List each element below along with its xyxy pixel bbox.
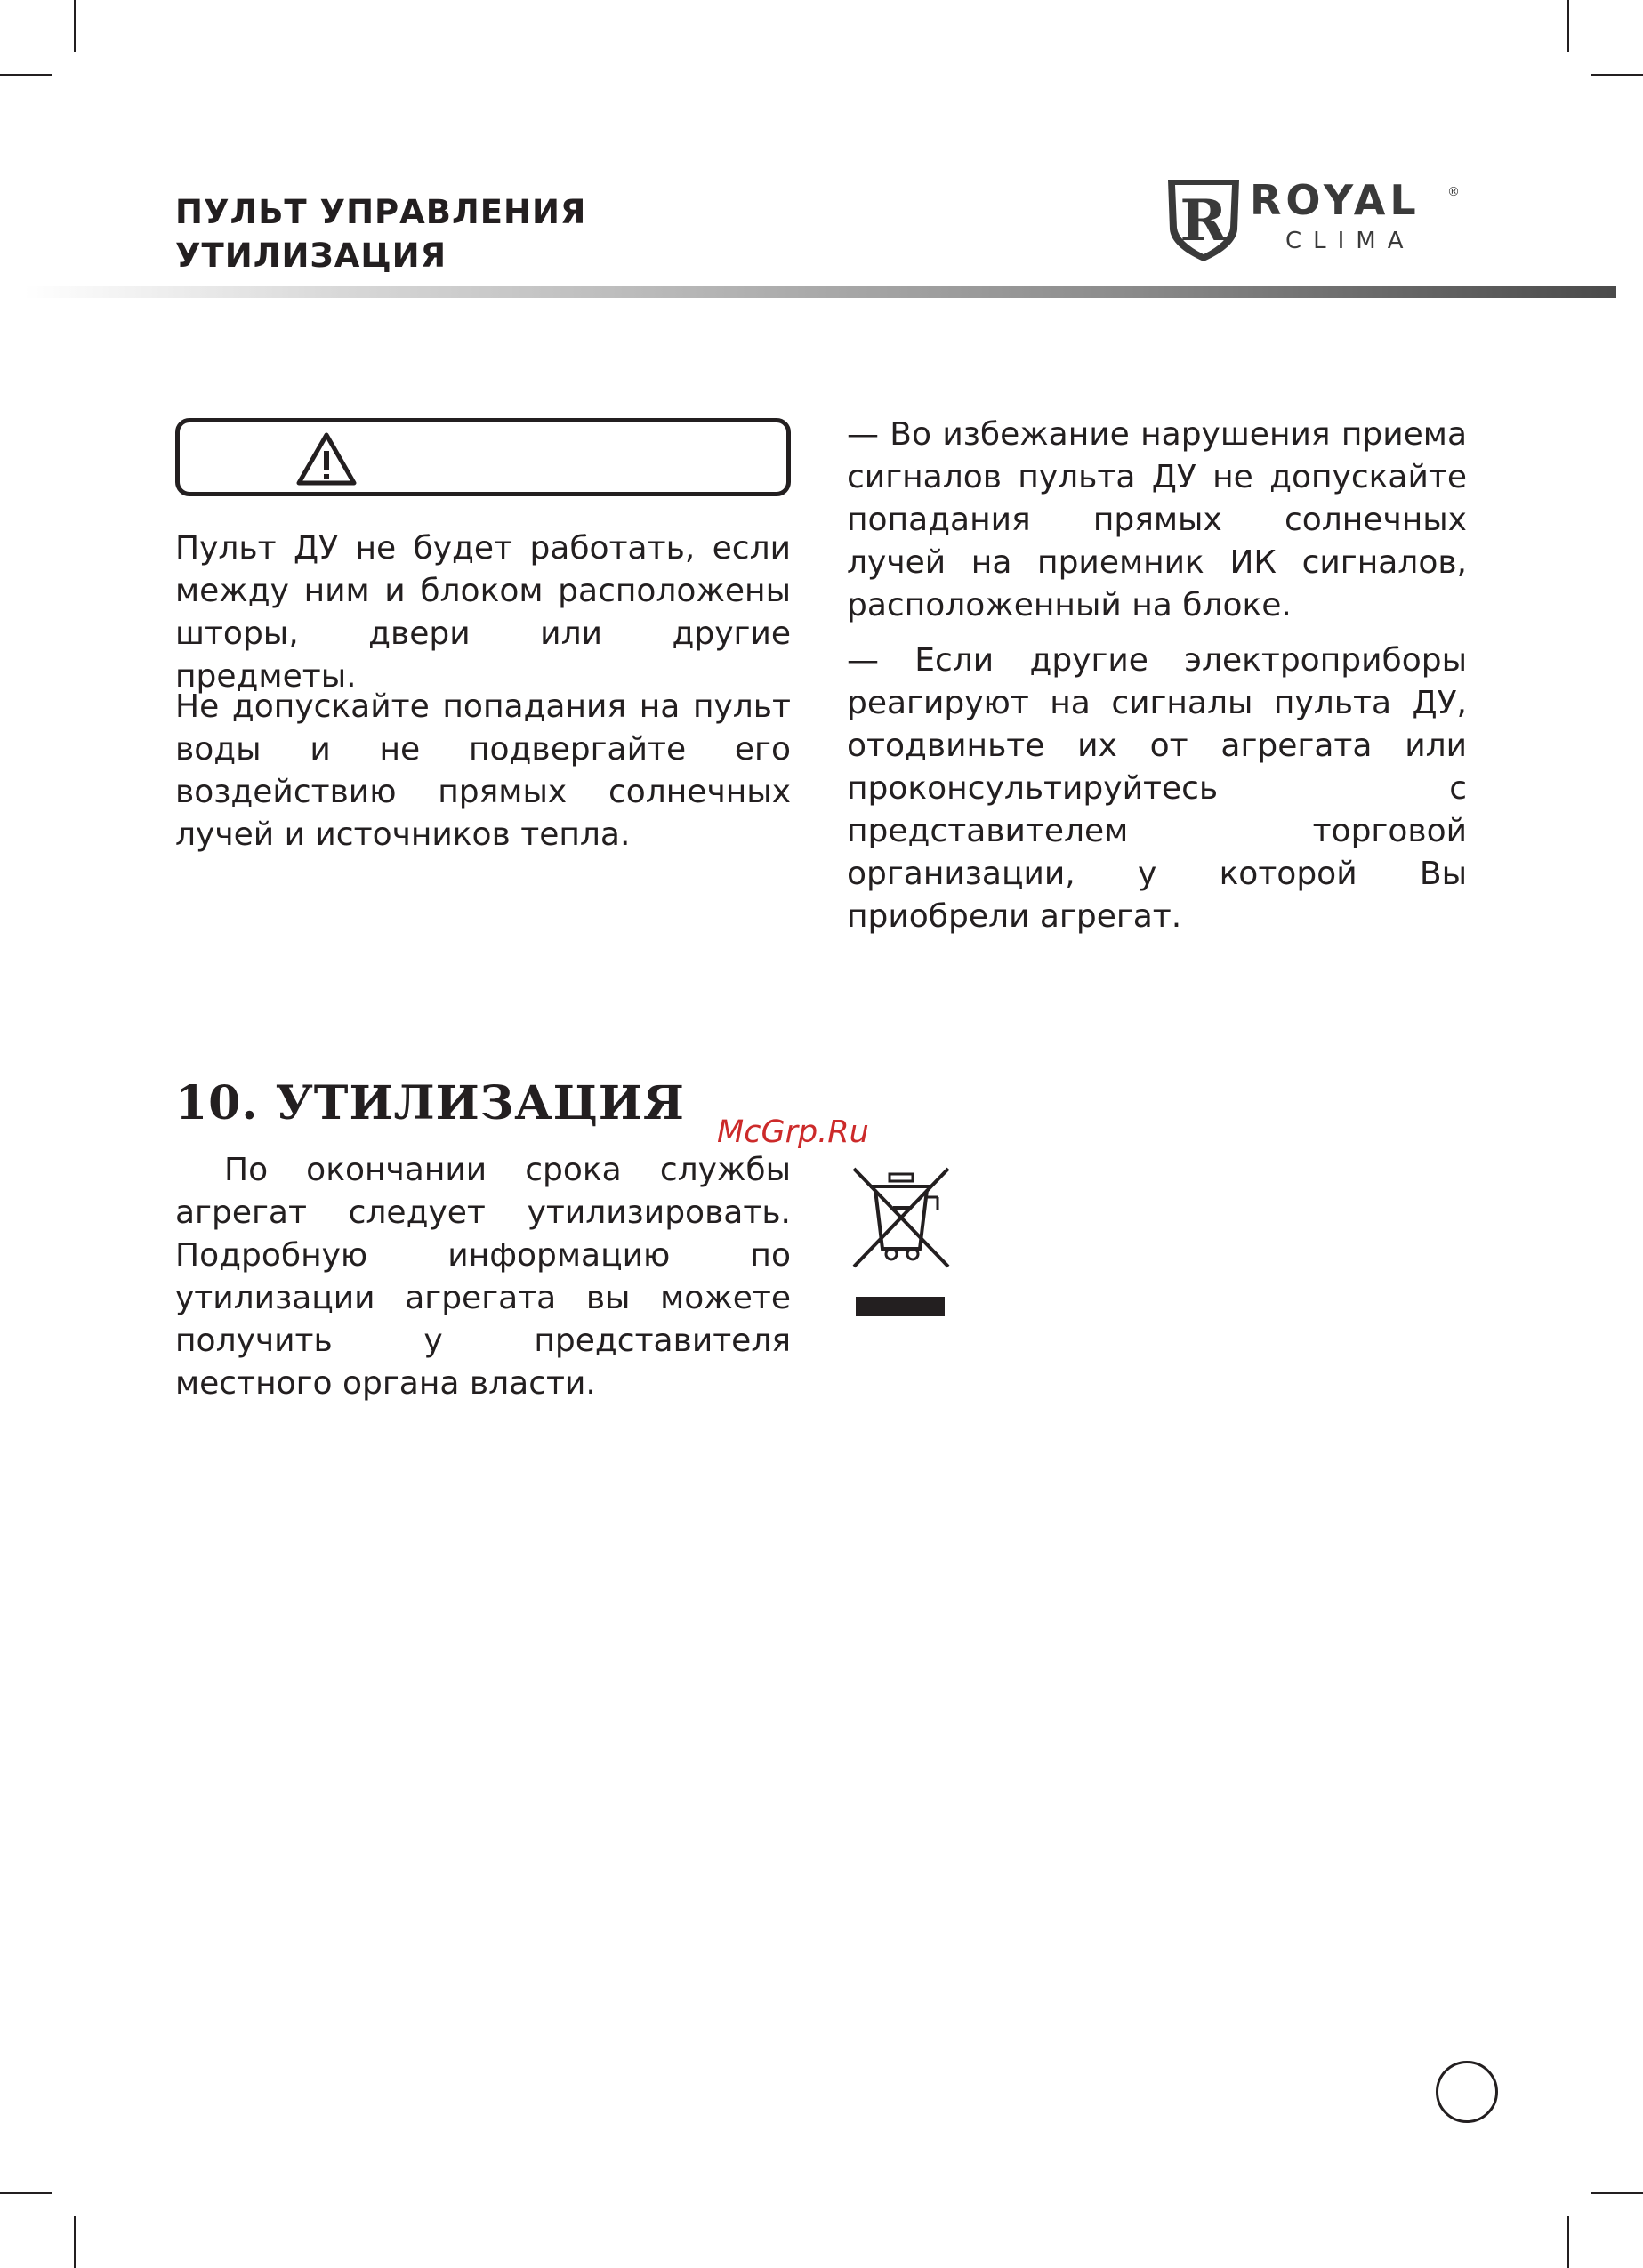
brand-logo <box>1161 174 1463 263</box>
crop-mark <box>1567 0 1569 52</box>
page-number-circle <box>1436 2061 1498 2123</box>
crop-mark <box>74 2216 76 2268</box>
right-paragraph-1: — Во избежание нарушения приема сигналов пульта ДУ не допускайте попадания прямых солнечных лучей на приемник ИК сигналов, расположенный на блоке. <box>847 416 1467 623</box>
header-divider <box>24 286 1616 298</box>
header-title-line2: УТИЛИЗАЦИЯ <box>175 237 447 275</box>
warning-triangle-icon <box>295 431 358 487</box>
right-paragraph-2: — Если другие электроприборы реагируют на сигналы пульта ДУ, отодвиньте их от агрегата или проконсультируйтесь с представителем торговой организации, у которой Вы приобрели агрегат. <box>847 642 1467 935</box>
logo-sub-text: CLIMA <box>1285 228 1415 254</box>
left-paragraph-2: Не допускайте попадания на пульт воды и не подвергайте его воздействию прямых солнечных лучей и источников тепла. <box>175 688 791 853</box>
shield-emblem-icon <box>1161 174 1246 263</box>
logo-brand-text: ROYAL <box>1250 176 1421 224</box>
crop-mark <box>74 0 76 52</box>
crop-mark <box>1591 74 1643 76</box>
crop-mark <box>0 74 52 76</box>
section-body: По окончании срока службы агрегат следует утилизировать. Подробную информацию по утилизации агрегата вы можете получить у представителя местного органа власти. <box>175 1152 791 1402</box>
logo-registered-mark: ® <box>1447 185 1460 199</box>
left-paragraph-1: Пульт ДУ не будет работать, если между ним и блоком расположены шторы, двери или другие предметы. <box>175 530 791 695</box>
logo-emblem-letter: R <box>1180 188 1228 254</box>
crop-mark <box>0 2192 52 2194</box>
section-heading: 10. УТИЛИЗАЦИЯ <box>175 1076 685 1130</box>
page-header-title <box>175 190 586 277</box>
watermark: McGrp.Ru <box>717 1114 869 1150</box>
warning-box <box>175 418 791 496</box>
crossed-bin-icon <box>845 1162 956 1322</box>
crop-mark <box>1567 2216 1569 2268</box>
crop-mark <box>1591 2192 1643 2194</box>
header-title-line1: ПУЛЬТ УПРАВЛЕНИЯ <box>175 193 587 231</box>
